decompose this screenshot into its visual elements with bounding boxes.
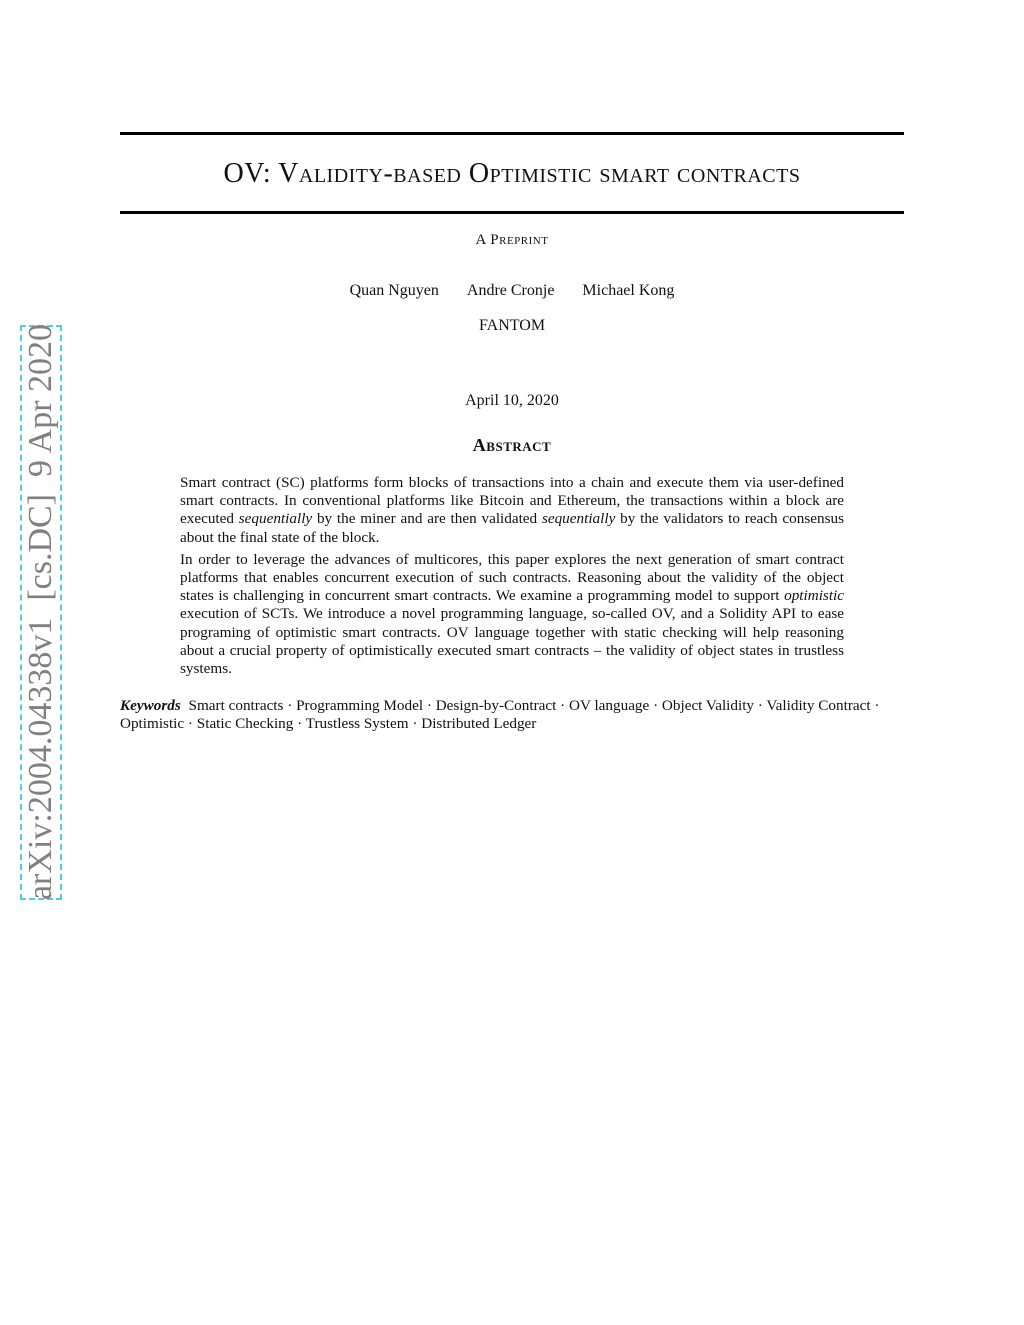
abstract-emphasis: sequentially: [238, 510, 313, 528]
paper-title: OV: Validity-based Optimistic smart contracts: [223, 158, 801, 189]
abstract-text: Smart contract (SC) platforms form blocks of transactions into a chain and execute them via user-defined smart contracts. In conventional platforms like Bitcoin and Ethereum, the transactions within a block are executed: [180, 474, 844, 528]
abstract-emphasis: optimistic: [784, 587, 844, 605]
author-name: Andre Cronje: [466, 282, 555, 299]
author-name: Quan Nguyen: [349, 282, 439, 299]
keywords-section: [120, 697, 892, 733]
abstract-text: by the miner and are then validated: [312, 510, 542, 528]
preprint-label: A Preprint: [475, 232, 549, 248]
keywords-label: Keywords: [120, 697, 181, 714]
abstract-body: [180, 474, 844, 682]
arxiv-identifier: arXiv:2004.04338v1 [cs.DC] 9 Apr 2020: [22, 323, 59, 901]
affiliation: FANTOM: [478, 317, 546, 334]
keywords-list: Smart contracts · Programming Model · Design-by-Contract · OV language · Object Validity · Validity Contract · Optimistic · Static Checking · Trustless System · Distributed Ledger: [120, 697, 880, 733]
abstract-text: In order to leverage the advances of multicores, this paper explores the next generation of smart contract platforms that enables concurrent execution of such contracts. Reasoning about the validity of the object states is challenging in concurrent smart contracts. We examine a programming model to support: [180, 550, 844, 605]
publication-date: April 10, 2020: [465, 392, 559, 409]
title-rule-bottom: [120, 211, 904, 214]
abstract-text: execution of SCTs. We introduce a novel programming language, so-called OV, and a Solidity API to ease programing of optimistic smart contracts. OV language together with static checking will help reasoning about a crucial property of optimistically executed smart contracts – the validity of object states in trustless systems.: [180, 605, 844, 678]
abstract-emphasis: sequentially: [541, 510, 616, 528]
abstract-text: by the validators to reach consensus about the final state of the block.: [180, 510, 844, 546]
abstract-paragraph: [180, 551, 844, 678]
abstract-heading: Abstract: [472, 435, 552, 455]
author-list: [120, 282, 904, 300]
author-name: Michael Kong: [582, 282, 675, 299]
abstract-paragraph: [180, 474, 844, 547]
title-rule-top: [120, 132, 904, 135]
